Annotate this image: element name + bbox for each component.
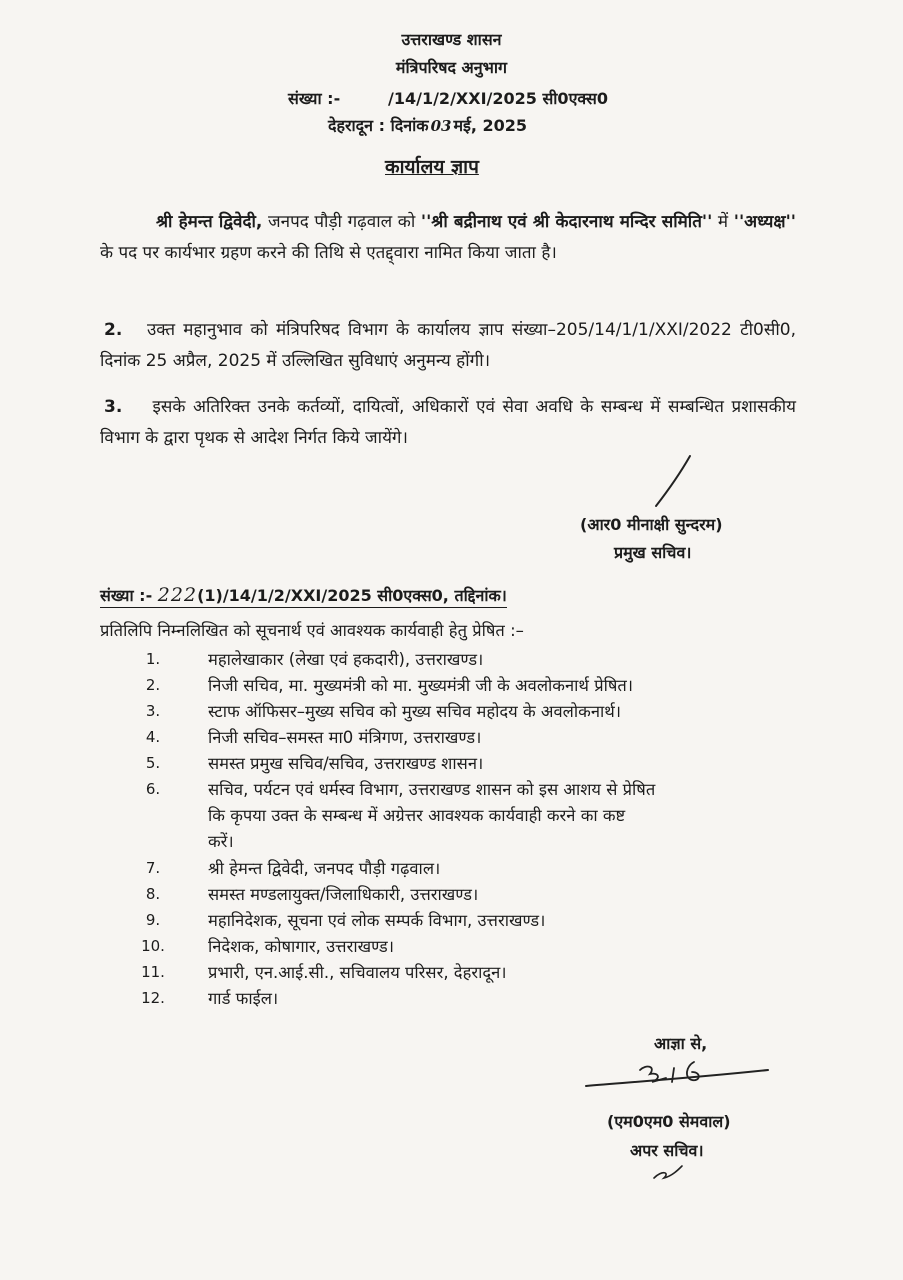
committee-name: ''श्री बद्रीनाथ एवं श्री केदारनाथ मन्दिर समिति'' [420,212,713,232]
number-label: संख्या :- [288,89,341,108]
list-item: समस्त प्रमुख सचिव/सचिव, उत्तराखण्ड शासन। [208,754,484,773]
signatory-2-designation: अपर सचिव। [630,1141,704,1160]
para1-text3: के पद पर कार्यभार ग्रहण करने की तिथि से एतद्द्वारा नामित किया जाता है। [100,243,557,263]
paragraph-1 [100,207,796,269]
document-title: कार्यालय ज्ञाप [385,156,479,178]
initial-mark [650,1160,686,1186]
government-heading: उत्तराखण्ड शासन [401,30,502,49]
list-item-number: 12. [141,989,165,1007]
list-item-line: कि कृपया उक्त के सम्बन्ध में अग्रेत्तर आवश्यक कार्यवाही करने का कष्ट [208,806,626,825]
para1-text1: जनपद पौड़ी गढ़वाल को [262,212,421,232]
copy-to-intro: प्रतिलिपि निम्नलिखित को सूचनार्थ एवं आवश्यक कार्यवाही हेतु प्रेषित :– [100,621,524,640]
number-value: /14/1/2/XXI/2025 सी0एक्स0 [388,89,608,108]
paragraph-3 [100,392,796,454]
list-item: गार्ड फाईल। [208,989,279,1008]
list-item: श्री हेमन्त द्विवेदी, जनपद पौड़ी गढ़वाल। [208,859,441,878]
para3-text: इसके अतिरिक्त उनके कर्तव्यों, दायित्वों, अधिकारों एवं सेवा अवधि के सम्बन्ध में सम्बन्धित प्रशासकीय विभाग के द्वारा पृथक से आदेश निर्गत किये जायेंगे। [100,397,796,448]
place-date-prefix: देहरादून : दिनांक [328,116,429,135]
list-item-number: 9. [145,911,161,929]
list-item: महालेखाकार (लेखा एवं हकदारी), उत्तराखण्ड। [208,650,484,669]
date-suffix: मई, 2025 [453,116,528,135]
post-name: ''अध्यक्ष'' [733,212,796,232]
list-item: महानिदेशक, सूचना एवं लोक सम्पर्क विभाग, उत्तराखण्ड। [208,911,546,930]
list-item-number: 1. [145,650,161,668]
signatory-1-name: (आर0 मीनाक्षी सुन्दरम) [580,515,723,534]
handwritten-date: 03 [430,117,452,135]
list-item: निजी सचिव–समस्त मा0 मंत्रिगण, उत्तराखण्ड। [208,728,482,747]
para2-number: 2. [104,320,123,340]
list-item: स्टाफ ऑफिसर–मुख्य सचिव को मुख्य सचिव महोदय के अवलोकनार्थ। [208,702,622,721]
list-item-number: 10. [141,937,165,955]
list-item-number: 11. [141,963,165,981]
signature-1 [630,450,700,520]
list-item: निदेशक, कोषागार, उत्तराखण्ड। [208,937,395,956]
endorsement-line [100,584,507,608]
list-item: प्रभारी, एन.आई.सी., सचिवालय परिसर, देहरादून। [208,963,507,982]
para1-text2: में [712,212,734,232]
list-item-line: करें। [208,832,234,851]
signatory-1-designation: प्रमुख सचिव। [614,543,692,562]
paragraph-2 [100,315,796,377]
appointee-name: श्री हेमन्त द्विवेदी, [156,212,263,232]
department-heading: मंत्रिपरिषद अनुभाग [395,58,508,77]
handwritten-number: 222 [157,584,198,606]
list-item-number: 5. [145,754,161,772]
list-item: निजी सचिव, मा. मुख्यमंत्री को मा. मुख्यमंत्री जी के अवलोकनार्थ प्रेषित। [208,676,634,695]
list-item-number: 6. [145,780,161,798]
list-item-line: सचिव, पर्यटन एवं धर्मस्व विभाग, उत्तराखण्ड शासन को इस आशय से प्रेषित [208,780,656,799]
place-date-line [328,114,527,136]
list-item-number: 8. [145,885,161,903]
by-order-label: आज्ञा से, [654,1034,708,1053]
list-item-number: 3. [145,702,161,720]
list-item: समस्त मण्डलायुक्त/जिलाधिकारी, उत्तराखण्ड। [208,885,479,904]
list-item-number: 4. [145,728,161,746]
list-item-number: 2. [145,676,161,694]
list-item-number: 7. [145,859,161,877]
endorsement-label: संख्या :- [100,586,153,605]
signature-2 [582,1052,772,1102]
endorsement-ref: (1)/14/1/2/XXI/2025 सी0एक्स0, तद्दिनांक। [197,586,507,605]
para2-text: उक्त महानुभाव को मंत्रिपरिषद विभाग के कार्यालय ज्ञाप संख्या–205/14/1/1/XXI/2022 टी0सी0, दिनांक 25 अप्रैल, 2025 में उल्लिखित सुविधाएं अनुमन्य होंगी। [100,320,796,371]
signatory-2-name: (एम0एम0 सेमवाल) [607,1112,731,1131]
para3-number: 3. [104,397,123,417]
